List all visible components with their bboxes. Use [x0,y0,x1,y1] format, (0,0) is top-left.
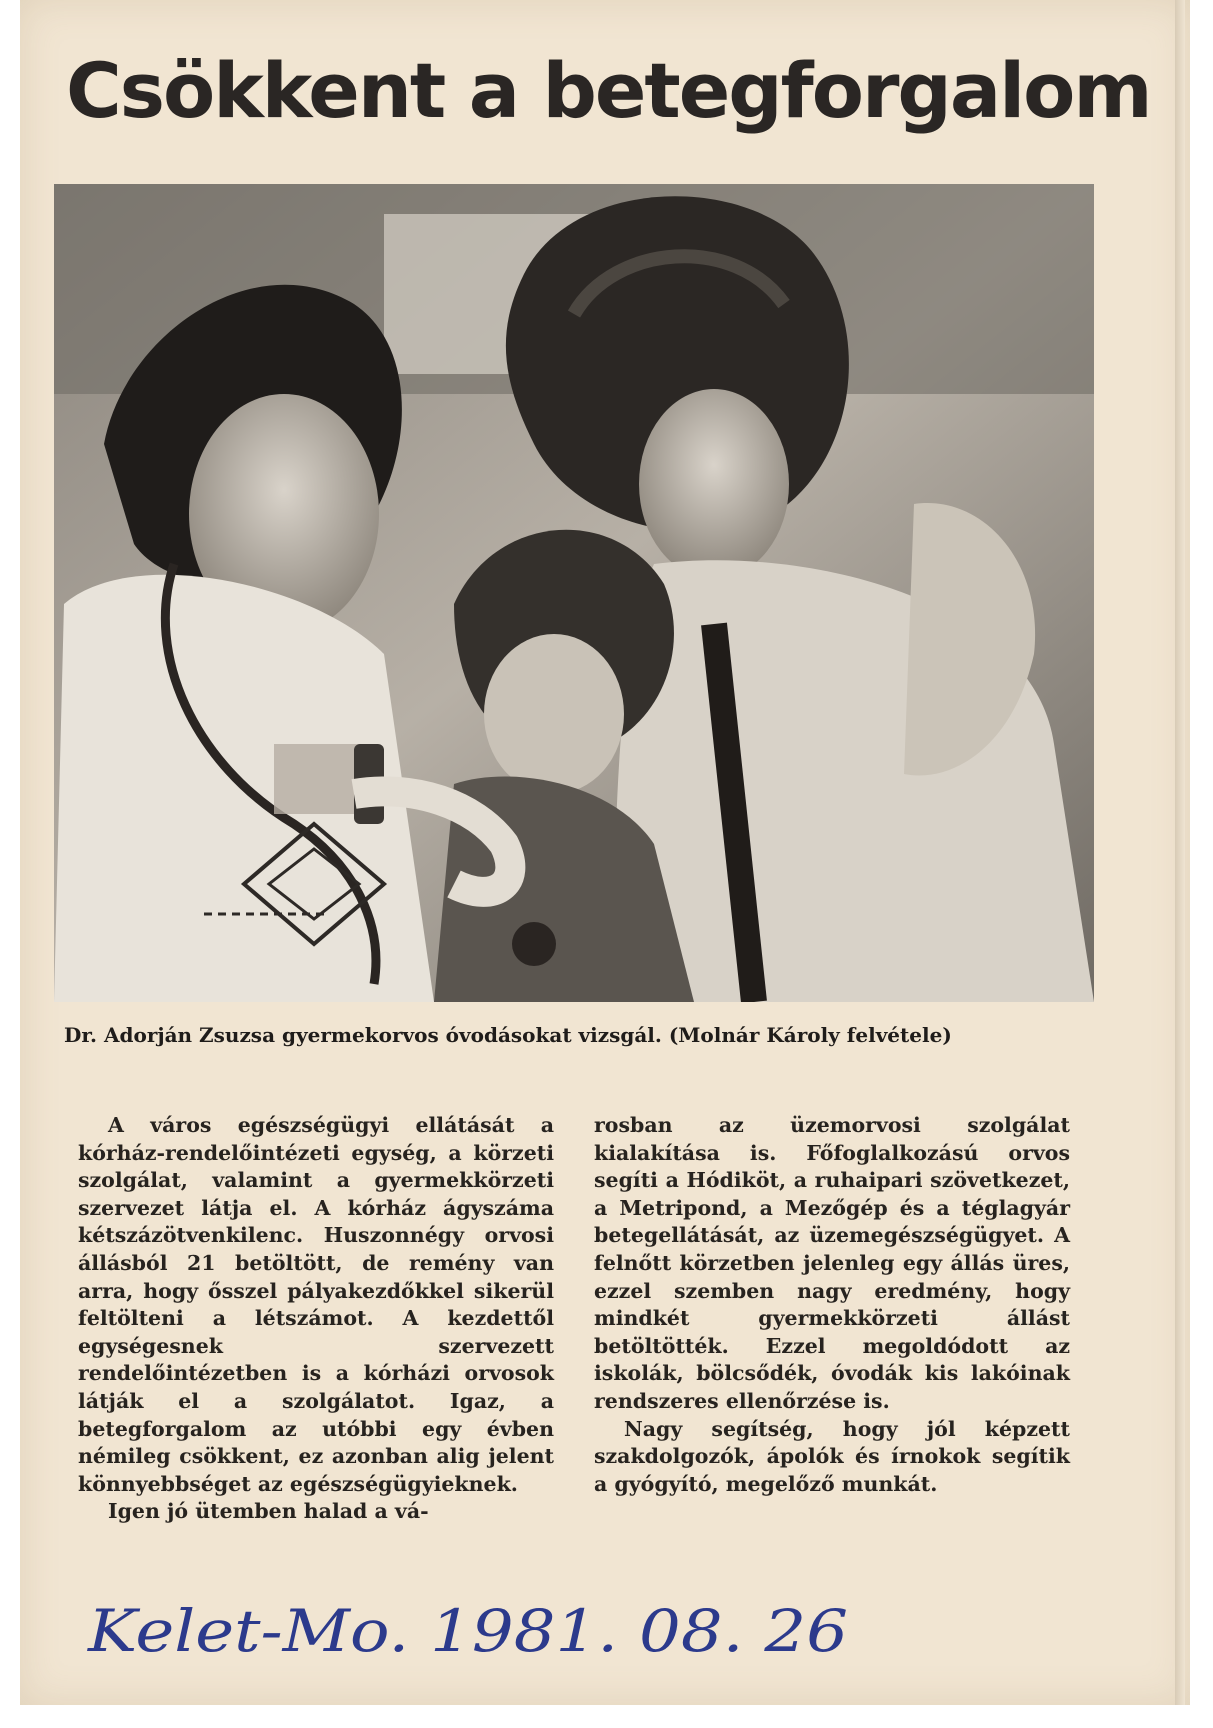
article-column-left [78,1112,554,1526]
article-paragraph: A város egészségügyi ellátását a kórház-rendelőintézeti egység, a körzeti szolgálat, valamint a gyermekkörzeti szervezet látja el. A kórház ágyszáma kétszázötvenkilenc. Huszonnégy orvosi állásból 21 betöltött, de remény van arra, hogy ősszel pályakezdőkkel sikerül feltölteni a létszámot. A kezdettől egységesnek szervezett rendelőintézetben is a kórházi orvosok látják el a szolgálatot. Igaz, a betegforgalom az utóbbi egy évben némileg csökkent, ez azonban alig jelent könnyebbséget az egészségügyieknek. [78,1113,554,1496]
photo-caption: Dr. Adorján Zsuzsa gyermekorvos óvodásokat vizsgál. (Molnár Károly felvétele) [64,1023,952,1047]
article-paragraph: Igen jó ütemben halad a vá- [108,1499,429,1524]
article-paragraph-continuation: rosban az üzemorvosi szolgálat kialakítása is. Főfoglalkozású orvos segíti a Hódiköt, a ruhaipari szövetkezet, a Metripond, a Mezőgép és a téglagyár betegellátását, az üzemegészségügyet. A felnőtt körzetben jelenleg egy állás üres, ezzel szemben nagy eredmény, hogy mindkét gyermekkörzeti állást betöltötték. Ezzel megoldódott az iskolák, bölcsődék, óvodák kis lakóinak rendszeres ellenőrzése is. [594,1113,1070,1413]
article-photo [54,184,1094,1002]
headline: Csökkent a betegforgalom [66,46,1151,135]
handwritten-note-text: Kelet-Mo. 1981. 08. 26 [86,1597,848,1665]
article-paragraph: Nagy segítség, hogy jól képzett szakdolgozók, ápolók és írnokok segítik a gyógyító, megelőző munkát. [594,1416,1070,1496]
handwritten-source-note [84,1585,884,1677]
article-column-right [594,1112,1070,1498]
photo-doctor-examining-child-icon [54,184,1094,1002]
clipping-edge [1175,0,1185,1705]
